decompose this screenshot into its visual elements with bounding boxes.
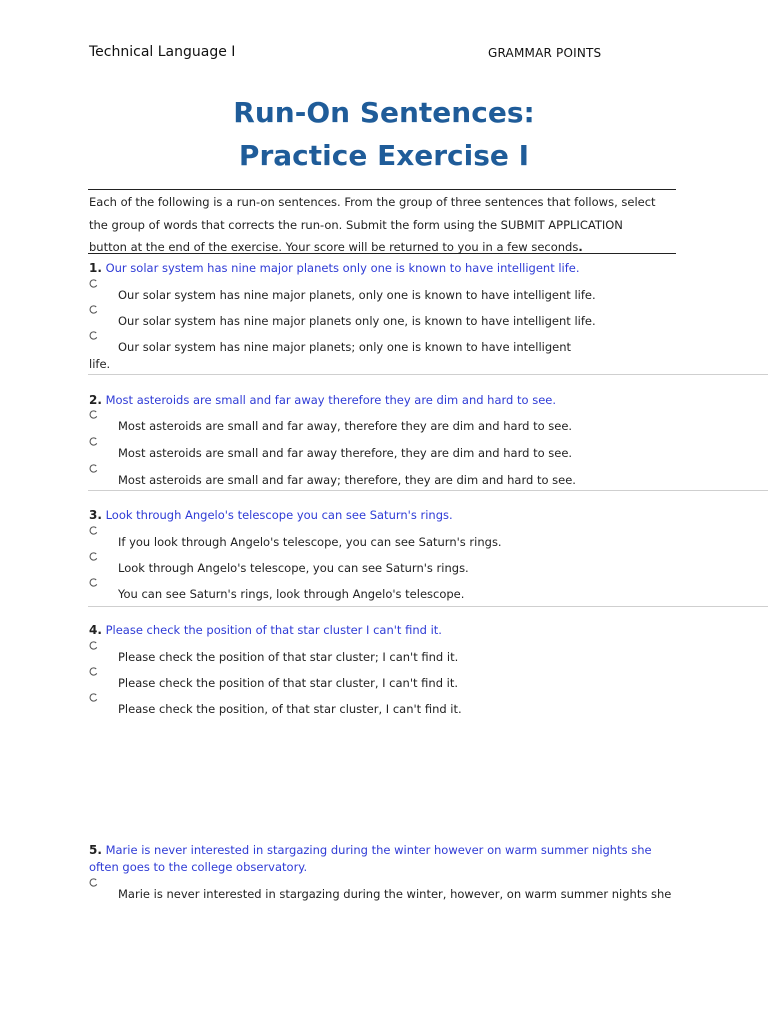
question-2-prompt <box>89 392 679 409</box>
question-divider <box>88 374 768 375</box>
page-title-line1: Run-On Sentences: <box>233 96 535 129</box>
question-number: 5. <box>89 843 102 857</box>
question-4-option-c[interactable] <box>89 701 689 718</box>
question-5-prompt <box>89 842 679 876</box>
question-3-option-c[interactable] <box>89 586 689 603</box>
question-text-line <box>89 842 679 859</box>
radio-button-icon[interactable] <box>89 578 98 587</box>
question-text: Our solar system has nine major planets only one is known to have intelligent life. <box>105 261 580 275</box>
question-text: Most asteroids are small and far away therefore they are dim and hard to see. <box>105 393 556 407</box>
question-number: 1. <box>89 261 102 275</box>
radio-button-icon[interactable] <box>89 693 98 702</box>
intro-top-rule <box>88 189 676 190</box>
option-label: Please check the position of that star cluster; I can't find it. <box>118 650 459 664</box>
option-label: Most asteroids are small and far away therefore, they are dim and hard to see. <box>118 446 573 460</box>
option-label: Our solar system has nine major planets; only one is known to have intelligent <box>118 340 572 354</box>
option-label: Please check the position of that star cluster, I can't find it. <box>118 676 459 690</box>
option-label: Our solar system has nine major planets only one, is known to have intelligent life. <box>118 314 596 328</box>
question-text: Please check the position of that star cluster I can't find it. <box>105 623 442 637</box>
radio-button-icon[interactable] <box>89 641 98 650</box>
intro-period: . <box>578 240 583 254</box>
page-title-line2: Practice Exercise I <box>238 139 530 172</box>
header-course-title: Technical Language I <box>89 44 236 60</box>
question-divider <box>88 490 768 491</box>
question-4-option-a[interactable] <box>89 649 689 666</box>
question-2-option-c[interactable] <box>89 472 689 489</box>
option-label: You can see Saturn's rings, look through Angelo's telescope. <box>118 587 465 601</box>
question-number: 4. <box>89 623 102 637</box>
option-label: Our solar system has nine major planets, only one is known to have intelligent life. <box>118 288 596 302</box>
radio-button-icon[interactable] <box>89 464 98 473</box>
radio-button-icon[interactable] <box>89 410 98 419</box>
option-label: If you look through Angelo's telescope, you can see Saturn's rings. <box>118 535 502 549</box>
question-2-option-a[interactable] <box>89 418 689 435</box>
radio-button-icon[interactable] <box>89 279 98 288</box>
question-divider <box>88 606 768 607</box>
question-5-option-a[interactable] <box>89 886 689 903</box>
radio-button-icon[interactable] <box>89 667 98 676</box>
intro-line: the group of words that corrects the run-on. Submit the form using the SUBMIT APPLICATION <box>89 217 623 232</box>
question-1-option-a[interactable] <box>89 287 689 304</box>
radio-button-icon[interactable] <box>89 552 98 561</box>
radio-button-icon[interactable] <box>89 878 98 887</box>
question-number: 3. <box>89 508 102 522</box>
option-label: Marie is never interested in stargazing during the winter, however, on warm summer nights she <box>118 887 672 901</box>
question-1-prompt <box>89 260 679 277</box>
question-3-prompt <box>89 507 679 524</box>
intro-bottom-rule <box>88 253 676 254</box>
intro-line-text: button at the end of the exercise. Your score will be returned to you in a few seconds <box>89 240 579 254</box>
option-label: Most asteroids are small and far away; therefore, they are dim and hard to see. <box>118 473 576 487</box>
intro-line: Each of the following is a run-on sentences. From the group of three sentences that follows, select <box>89 195 656 209</box>
intro-paragraph <box>89 191 679 259</box>
option-label: Please check the position, of that star cluster, I can't find it. <box>118 702 462 716</box>
question-3-option-b[interactable] <box>89 560 689 577</box>
intro-line <box>89 236 679 259</box>
question-4-prompt <box>89 622 679 639</box>
header-section-label: GRAMMAR POINTS <box>488 46 602 60</box>
option-label: Most asteroids are small and far away, therefore they are dim and hard to see. <box>118 419 573 433</box>
question-text: Marie is never interested in stargazing during the winter however on warm summer nights she <box>105 843 652 857</box>
question-number: 2. <box>89 393 102 407</box>
radio-button-icon[interactable] <box>89 526 98 535</box>
option-label: Look through Angelo's telescope, you can see Saturn's rings. <box>118 561 469 575</box>
question-text-line: often goes to the college observatory. <box>89 860 308 874</box>
radio-button-icon[interactable] <box>89 437 98 446</box>
question-text: Look through Angelo's telescope you can see Saturn's rings. <box>105 508 453 522</box>
question-1-option-b[interactable] <box>89 313 689 330</box>
question-4-option-b[interactable] <box>89 675 689 692</box>
question-2-option-b[interactable] <box>89 445 689 462</box>
radio-button-icon[interactable] <box>89 305 98 314</box>
question-3-option-a[interactable] <box>89 534 689 551</box>
radio-button-icon[interactable] <box>89 331 98 340</box>
question-1-option-c[interactable] <box>89 339 689 356</box>
option-wrap-text: life. <box>89 357 111 371</box>
